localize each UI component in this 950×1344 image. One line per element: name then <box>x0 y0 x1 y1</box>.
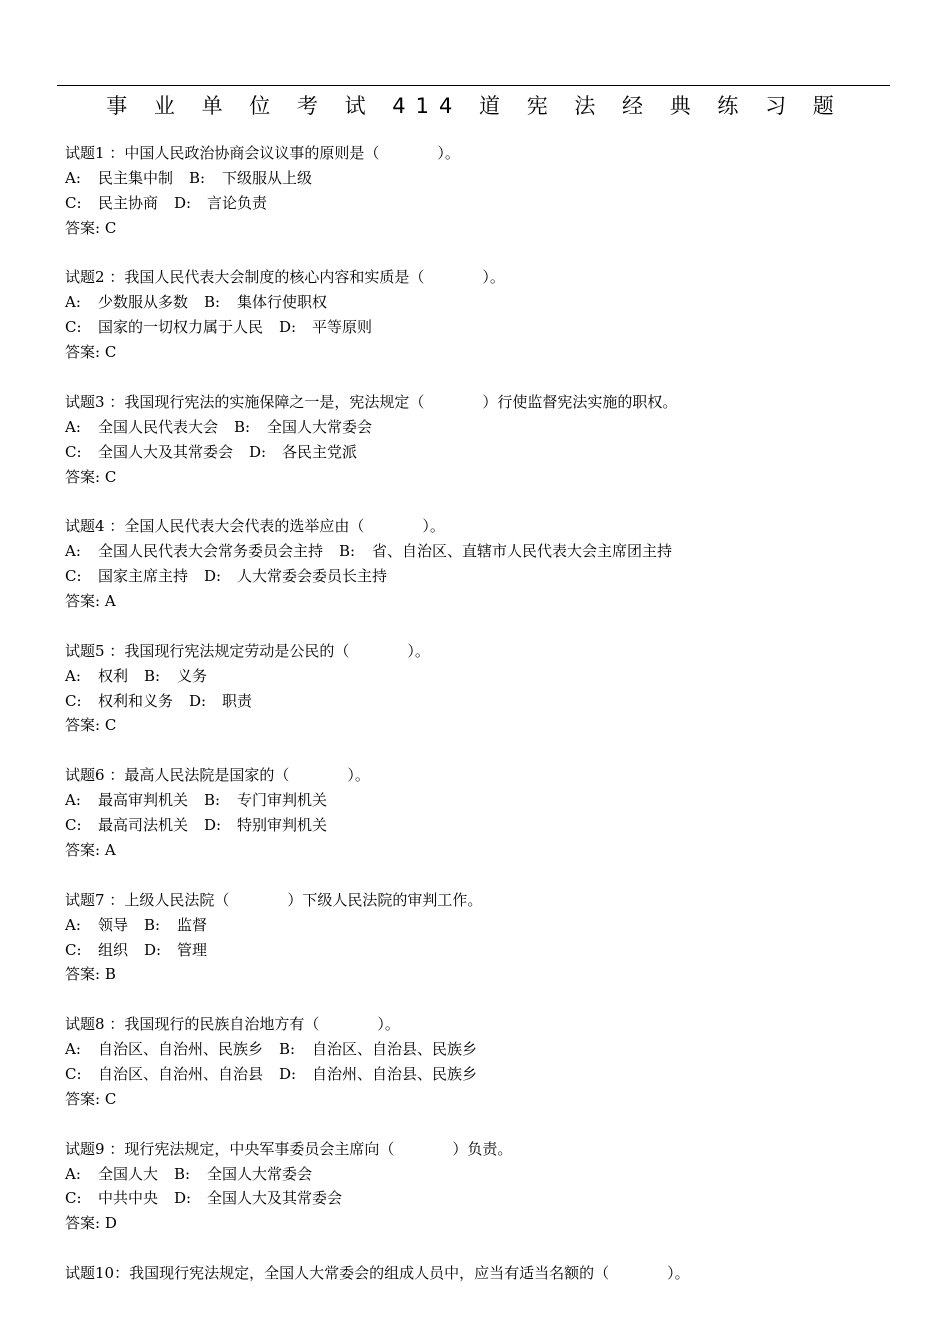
option-key: A: <box>65 1040 81 1059</box>
question-label: 试题3 ： <box>65 392 125 411</box>
question-text-before: 我国人民代表大会制度的核心内容和实质是（ <box>124 268 425 287</box>
options-row-ab <box>65 290 925 315</box>
option-text: 专门审判机关 <box>237 791 328 810</box>
question-answer: 答案: B <box>65 965 116 984</box>
option-key: D: <box>249 442 267 461</box>
option-text: 中共中央 <box>98 1189 159 1208</box>
question-answer: 答案: C <box>65 1089 117 1108</box>
option-text: 全国人大常委会 <box>207 1164 313 1183</box>
question-item <box>65 1137 925 1237</box>
option-key: B: <box>144 666 161 685</box>
question-stem <box>65 390 925 415</box>
option-text: 全国人大及其常委会 <box>98 442 234 461</box>
options-row-cd <box>65 1062 925 1087</box>
question-stem <box>65 1261 925 1286</box>
question-label: 试题10： <box>65 1264 130 1283</box>
option-key: B: <box>174 1164 191 1183</box>
option-text: 全国人民代表大会 <box>98 417 219 436</box>
option-key: C: <box>65 1064 82 1083</box>
question-answer: 答案: C <box>65 343 117 362</box>
option-text: 全国人大常委会 <box>267 417 373 436</box>
question-stem <box>65 265 925 290</box>
options-row-cd <box>65 564 925 589</box>
options-row-ab <box>65 664 925 689</box>
option-text: 言论负责 <box>207 193 268 212</box>
question-stem <box>65 1012 925 1037</box>
question-answer: 答案: D <box>65 1214 117 1233</box>
question-text-after: ）。 <box>377 1015 400 1034</box>
options-row-ab <box>65 1037 925 1062</box>
question-text-before: 我国现行宪法规定，全国人大常委会的组成人员中，应当有适当名额的（ <box>129 1264 610 1283</box>
question-stem <box>65 514 925 539</box>
question-label: 试题8 ： <box>65 1015 125 1034</box>
option-key: A: <box>65 666 81 685</box>
option-key: A: <box>65 542 81 561</box>
question-text-before: 我国现行宪法的实施保障之一是，宪法规定（ <box>124 392 425 411</box>
option-text: 平等原则 <box>312 318 373 337</box>
option-text: 自治区、自治县、民族乡 <box>312 1040 478 1059</box>
question-text-after: ）。 <box>407 641 430 660</box>
question-item <box>65 888 925 988</box>
question-item <box>65 514 925 614</box>
option-text: 国家主席主持 <box>98 567 189 586</box>
options-row-ab <box>65 415 925 440</box>
option-text: 全国人大及其常委会 <box>207 1189 343 1208</box>
question-item <box>65 141 925 241</box>
option-key: A: <box>65 915 81 934</box>
option-text: 集体行使职权 <box>237 293 328 312</box>
option-text: 自治区、自治州、自治县 <box>98 1064 264 1083</box>
question-answer: 答案: A <box>65 840 116 859</box>
option-key: D: <box>144 940 162 959</box>
option-key: D: <box>279 1064 297 1083</box>
question-label: 试题7 ： <box>65 890 125 909</box>
question-item <box>65 1261 925 1286</box>
option-text: 少数服从多数 <box>98 293 189 312</box>
option-text: 特别审判机关 <box>237 816 328 835</box>
option-key: B: <box>204 791 221 810</box>
question-text-after: ）。 <box>667 1264 690 1283</box>
options-row-ab <box>65 788 925 813</box>
question-item <box>65 1012 925 1112</box>
option-key: C: <box>65 193 82 212</box>
options-row-ab <box>65 166 925 191</box>
option-text: 组织 <box>98 940 129 959</box>
question-label: 试题2 ： <box>65 268 125 287</box>
question-text-before: 我国现行的民族自治地方有（ <box>124 1015 320 1034</box>
question-text-after: ）下级人民法院的审判工作。 <box>287 890 483 909</box>
option-text: 国家的一切权力属于人民 <box>98 318 264 337</box>
question-text-after: ）。 <box>437 144 460 162</box>
question-text-before: 最高人民法院是国家的（ <box>124 766 290 785</box>
question-answer: 答案: A <box>65 592 116 611</box>
option-key: C: <box>65 442 82 461</box>
question-text-after: ）。 <box>347 766 370 785</box>
question-item <box>65 763 925 863</box>
option-text: 全国人大 <box>98 1164 159 1183</box>
question-item <box>65 265 925 365</box>
option-key: D: <box>204 816 222 835</box>
option-text: 民主集中制 <box>98 168 174 187</box>
question-label: 试题6 ： <box>65 766 125 785</box>
question-stem <box>65 763 925 788</box>
option-text: 全国人民代表大会常务委员会主持 <box>98 542 324 561</box>
option-key: D: <box>279 318 297 337</box>
option-text: 下级服从上级 <box>222 168 313 187</box>
question-list <box>65 141 925 1311</box>
option-key: A: <box>65 791 81 810</box>
question-answer: 答案: C <box>65 467 117 486</box>
option-key: C: <box>65 567 82 586</box>
option-text: 职责 <box>222 691 253 710</box>
question-text-after: ）行使监督宪法实施的职权。 <box>482 392 678 411</box>
question-label: 试题5 ： <box>65 641 125 660</box>
option-key: A: <box>65 1164 81 1183</box>
option-key: D: <box>174 193 192 212</box>
options-row-cd <box>65 689 925 714</box>
question-item <box>65 639 925 739</box>
option-key: B: <box>189 168 206 187</box>
option-key: B: <box>144 915 161 934</box>
question-stem <box>65 141 925 166</box>
question-label: 试题4 ： <box>65 517 125 536</box>
option-key: B: <box>204 293 221 312</box>
option-text: 省、自治区、直辖市人民代表大会主席团主持 <box>372 542 673 561</box>
option-key: A: <box>65 293 81 312</box>
header-rule <box>57 85 890 86</box>
question-label: 试题9 ： <box>65 1139 125 1158</box>
options-row-cd <box>65 191 925 216</box>
option-key: C: <box>65 816 82 835</box>
option-text: 权利 <box>98 666 129 685</box>
document-title: 事 业 单 位 考 试 414 道 宪 法 经 典 练 习 题 <box>106 94 844 118</box>
option-text: 权利和义务 <box>98 691 174 710</box>
options-row-ab <box>65 539 925 564</box>
question-answer: 答案: C <box>65 218 117 237</box>
options-row-cd <box>65 938 925 963</box>
option-text: 自治区、自治州、民族乡 <box>98 1040 264 1059</box>
question-text-before: 我国现行宪法规定劳动是公民的（ <box>124 641 350 660</box>
option-key: B: <box>279 1040 296 1059</box>
option-text: 人大常委会委员长主持 <box>237 567 388 586</box>
question-stem <box>65 639 925 664</box>
option-key: A: <box>65 417 81 436</box>
question-text-before: 全国人民代表大会代表的选举应由（ <box>124 517 365 536</box>
option-text: 管理 <box>177 940 208 959</box>
options-row-ab <box>65 913 925 938</box>
options-row-cd <box>65 1186 925 1211</box>
option-text: 各民主党派 <box>282 442 358 461</box>
option-text: 民主协商 <box>98 193 159 212</box>
question-text-after: ）。 <box>482 268 505 287</box>
options-row-ab <box>65 1162 925 1187</box>
option-key: D: <box>204 567 222 586</box>
question-answer: 答案: C <box>65 716 117 735</box>
option-text: 监督 <box>177 915 208 934</box>
question-text-after: ）。 <box>422 517 445 536</box>
option-text: 自治州、自治县、民族乡 <box>312 1064 478 1083</box>
option-text: 最高司法机关 <box>98 816 189 835</box>
option-key: D: <box>189 691 207 710</box>
question-text-before: 现行宪法规定，中央军事委员会主席向（ <box>124 1139 395 1158</box>
question-text-before: 中国人民政治协商会议议事的原则是（ <box>124 144 380 162</box>
question-stem <box>65 1137 925 1162</box>
option-key: C: <box>65 318 82 337</box>
options-row-cd <box>65 440 925 465</box>
question-stem <box>65 888 925 913</box>
option-key: C: <box>65 691 82 710</box>
option-text: 领导 <box>98 915 129 934</box>
option-text: 最高审判机关 <box>98 791 189 810</box>
option-key: B: <box>339 542 356 561</box>
question-item <box>65 390 925 490</box>
option-key: C: <box>65 1189 82 1208</box>
question-text-after: ）负责。 <box>452 1139 513 1158</box>
question-text-before: 上级人民法院（ <box>124 890 230 909</box>
option-key: A: <box>65 168 81 187</box>
options-row-cd <box>65 315 925 340</box>
options-row-cd <box>65 813 925 838</box>
option-key: B: <box>234 417 251 436</box>
option-text: 义务 <box>177 666 208 685</box>
option-key: C: <box>65 940 82 959</box>
option-key: D: <box>174 1189 192 1208</box>
question-label: 试题1 ： <box>65 144 125 162</box>
